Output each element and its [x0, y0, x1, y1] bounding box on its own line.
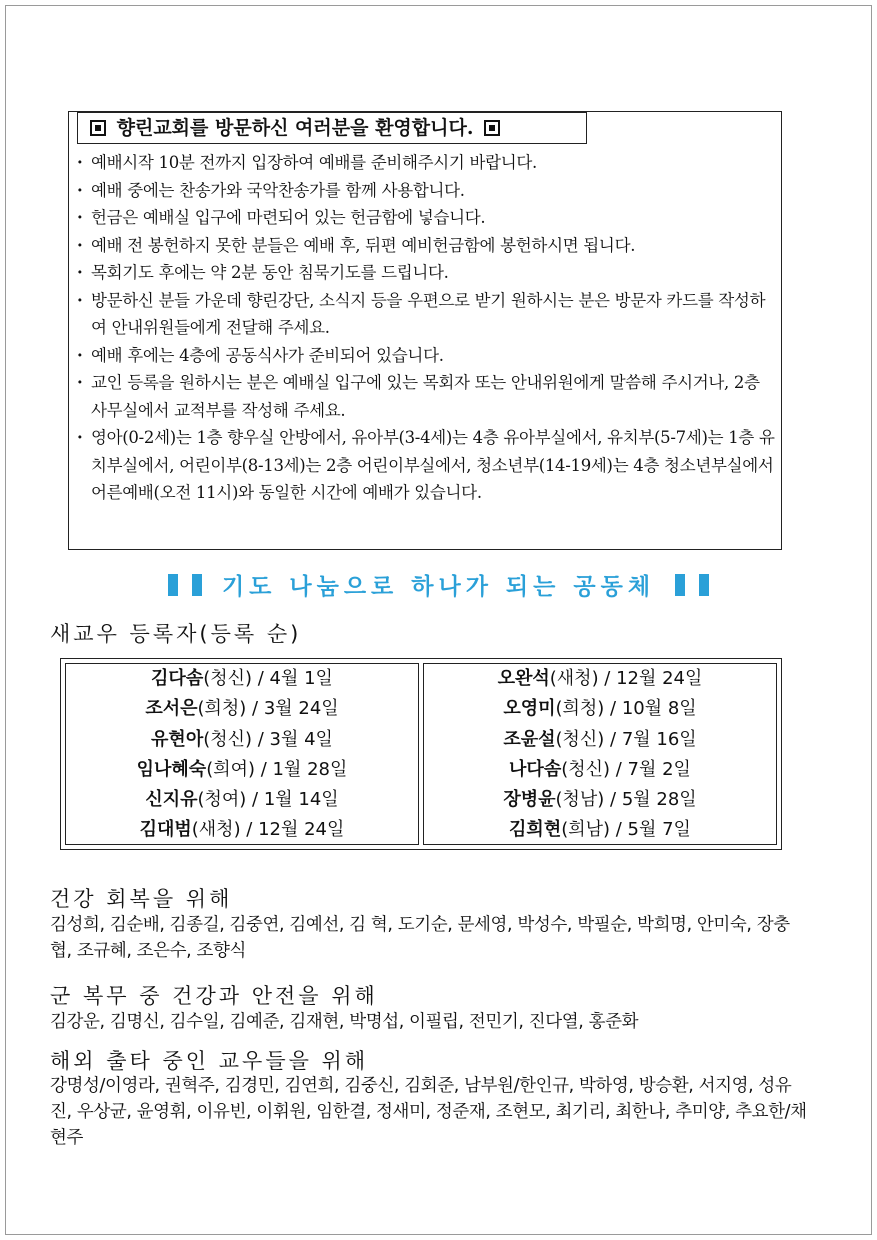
welcome-box: [68, 111, 782, 550]
registrant-name: 김대범: [139, 819, 192, 841]
registrant-row: [424, 725, 776, 755]
registrant-row: [66, 785, 418, 815]
registrant-name: 오영미: [503, 698, 556, 720]
registrant-row: [66, 755, 418, 785]
bar-icon: [192, 574, 202, 596]
registrant-name: 오완석: [497, 668, 550, 689]
military-heading: 군 복무 중 건강과 안전을 위해: [50, 984, 378, 1008]
registrant-name: 나다솜: [509, 758, 562, 780]
welcome-item: · 예배 중에는 찬송가와 국악찬송가를 함께 사용합니다.: [77, 177, 777, 205]
registrant-name: 유현아: [151, 728, 204, 750]
welcome-list: [77, 149, 777, 507]
registrant-row: [66, 694, 418, 724]
registrant-detail: (청신) / 3월 4일: [203, 728, 333, 750]
welcome-item: · 방문하신 분들 가운데 향린강단, 소식지 등을 우편으로 받기 원하시는 분은 방문자 카드를 작성하여 안내위원들에게 전달해 주세요.: [77, 287, 777, 342]
welcome-item: · 목회기도 후에는 약 2분 동안 침묵기도를 드립니다.: [77, 259, 777, 287]
welcome-title: [77, 112, 587, 144]
welcome-title-text: 향린교회를 방문하신 여러분을 환영합니다.: [116, 117, 474, 139]
registrant-name: 조윤설: [503, 728, 556, 750]
registrant-detail: (청신) / 7월 2일: [561, 758, 691, 780]
welcome-item: · 예배 전 봉헌하지 못한 분들은 예배 후, 뒤편 예비헌금함에 봉헌하시면 됩니다.: [77, 232, 777, 260]
registrant-row: [66, 664, 418, 694]
overseas-names: 강명성/이영라, 권혁주, 김경민, 김연희, 김중신, 김회준, 남부원/한인규, 박하영, 방승환, 서지영, 성유진, 우상균, 윤영휘, 이유빈, 이휘원, 임한결, 정새미, 정준재, 조현모, 최기리, 최한나, 추미양, 추요한/채현주: [50, 1076, 807, 1148]
registrant-row: [424, 815, 776, 845]
registrant-detail: (희남) / 5월 7일: [561, 819, 691, 841]
square-bullet-icon: [484, 120, 500, 136]
registrant-detail: (희여) / 1월 28일: [206, 758, 348, 780]
registrant-name: 김희현: [509, 819, 562, 841]
bar-icon: [699, 574, 709, 596]
bar-icon: [675, 574, 685, 596]
registrant-detail: (청신) / 4월 1일: [203, 668, 333, 689]
welcome-item: · 헌금은 예배실 입구에 마련되어 있는 헌금함에 넣습니다.: [77, 204, 777, 232]
registrant-name: 조서은: [145, 698, 198, 720]
bar-icon: [168, 574, 178, 596]
registrants-heading: 새교우 등록자(등록 순): [50, 622, 302, 646]
registrant-detail: (청여) / 1월 14일: [197, 789, 339, 811]
registrant-row: [424, 664, 776, 694]
registrant-detail: (희청) / 3월 24일: [197, 698, 339, 720]
welcome-item: · 예배 후에는 4층에 공동식사가 준비되어 있습니다.: [77, 342, 777, 370]
registrant-name: 장병윤: [503, 789, 556, 811]
military-names: 김강운, 김명신, 김수일, 김예준, 김재현, 박명섭, 이필립, 전민기, 진다열, 홍준화: [50, 1012, 639, 1032]
health-heading: 건강 회복을 위해: [50, 887, 233, 911]
welcome-item: · 교인 등록을 원하시는 분은 예배실 입구에 있는 목회자 또는 안내위원에게 말씀해 주시거나, 2층 사무실에서 교적부를 작성해 주세요.: [77, 369, 777, 424]
registrants-column-right: [423, 663, 777, 845]
registrant-name: 신지유: [145, 789, 198, 811]
registrant-row: [66, 815, 418, 845]
health-names: 김성희, 김순배, 김종길, 김중연, 김예선, 김 혁, 도기순, 문세영, 박성수, 박필순, 박희명, 안미숙, 장충협, 조규혜, 조은수, 조향식: [50, 915, 790, 961]
registrant-name: 임나혜숙: [136, 758, 207, 780]
registrant-row: [424, 694, 776, 724]
registrant-detail: (청신) / 7월 16일: [555, 728, 697, 750]
square-bullet-icon: [90, 120, 106, 136]
registrant-row: [424, 785, 776, 815]
welcome-item: · 영아(0-2세)는 1층 향우실 안방에서, 유아부(3-4세)는 4층 유아부실에서, 유치부(5-7세)는 1층 유치부실에서, 어린이부(8-13세)는 2층 어린이부실에서, 청소년부(14-19세)는 4층 청소년부실에서 어른예배(오전 11시)와 동일한 시간에 예배가 있습니다.: [77, 424, 777, 507]
registrant-detail: (청남) / 5월 28일: [555, 789, 697, 811]
welcome-item: · 예배시작 10분 전까지 입장하여 예배를 준비해주시기 바랍니다.: [77, 149, 777, 177]
community-heading-text: 기도 나눔으로 하나가 되는 공동체: [221, 573, 656, 600]
registrant-detail: (희청) / 10월 8일: [555, 698, 697, 720]
community-heading: [0, 568, 877, 601]
overseas-heading: 해외 출타 중인 교우들을 위해: [50, 1049, 369, 1073]
registrant-detail: (새청) / 12월 24일: [191, 819, 345, 841]
registrants-table: [60, 658, 782, 850]
registrant-detail: (새청) / 12월 24일: [549, 668, 703, 689]
registrant-name: 김다솜: [151, 668, 204, 689]
registrants-column-left: [65, 663, 419, 845]
registrant-row: [66, 725, 418, 755]
registrant-row: [424, 755, 776, 785]
